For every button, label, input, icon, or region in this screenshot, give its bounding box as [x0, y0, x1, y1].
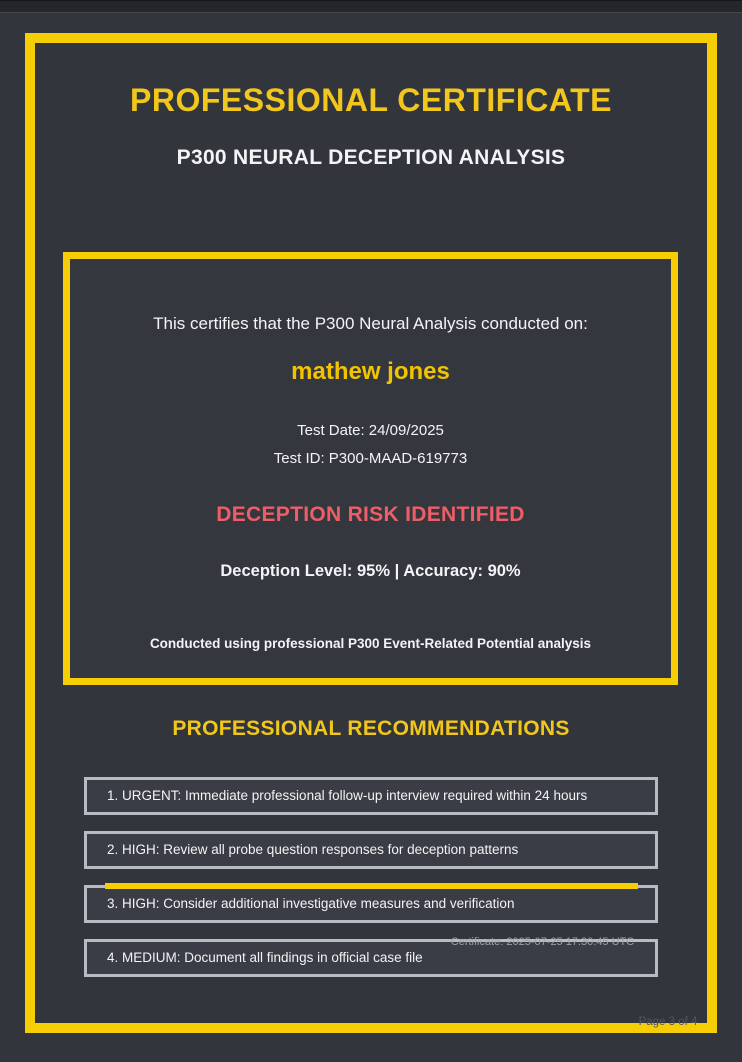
recommendation-item-3: 3. HIGH: Consider additional investigative measures and verification	[84, 885, 658, 923]
recommendation-item-1: 1. URGENT: Immediate professional follow-up interview required within 24 hours	[84, 777, 658, 815]
recommendations-heading: PROFESSIONAL RECOMMENDATIONS	[172, 717, 570, 740]
certificate-box	[63, 252, 678, 685]
page-subtitle: P300 NEURAL DECEPTION ANALYSIS	[176, 146, 566, 169]
certificate-timestamp: Certificate: 2025-07-25 17:30:45 UTC	[450, 936, 635, 948]
deception-result: DECEPTION RISK IDENTIFIED	[216, 503, 525, 526]
deception-metrics: Deception Level: 95% | Accuracy: 90%	[220, 562, 521, 580]
subject-name: mathew jones	[291, 358, 450, 385]
page-title: PROFESSIONAL CERTIFICATE	[130, 82, 612, 118]
certificate-intro-text: This certifies that the P300 Neural Analysis conducted on:	[153, 314, 588, 333]
test-id: Test ID: P300-MAAD-619773	[273, 450, 468, 467]
analysis-method: Conducted using professional P300 Event-Related Potential analysis	[149, 636, 592, 651]
test-date: Test Date: 24/09/2025	[297, 422, 444, 439]
page-number: Page 3 of 4	[638, 1016, 698, 1028]
recommendation-item-4: 4. MEDIUM: Document all findings in official case file	[84, 939, 658, 977]
gold-highlight-strip	[105, 883, 638, 889]
top-strip	[0, 0, 742, 13]
recommendation-item-2: 2. HIGH: Review all probe question responses for deception patterns	[84, 831, 658, 869]
